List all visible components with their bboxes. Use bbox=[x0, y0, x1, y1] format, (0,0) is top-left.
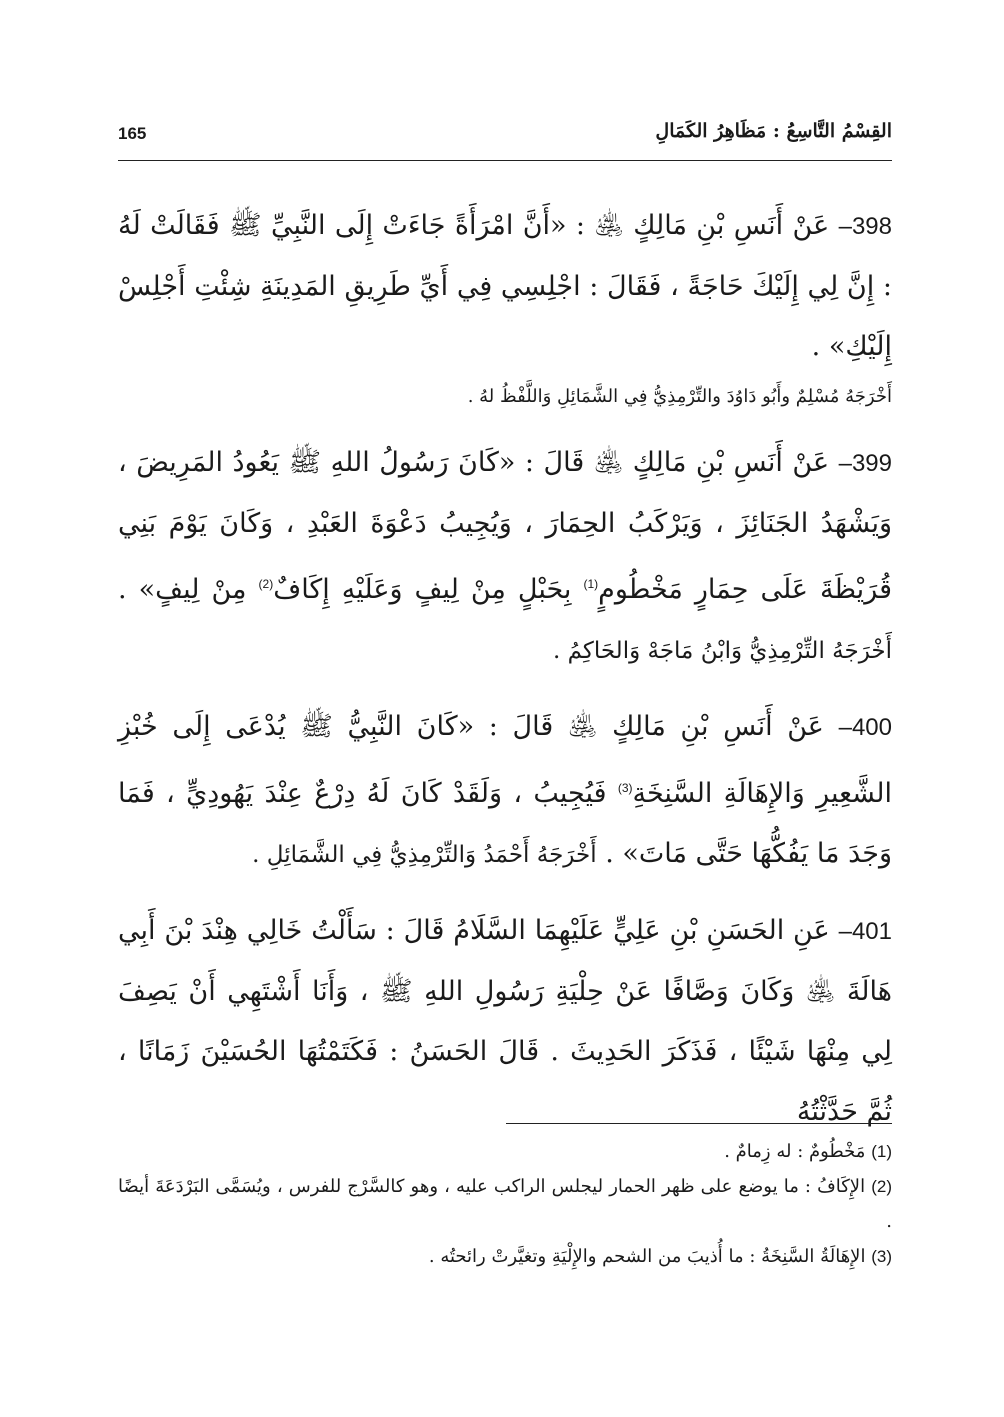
hadith-body: عَنْ أَنَسِ بْنِ مَالِكٍ ﵁ : «أَنَّ امْرَأَةً جَاءَتْ إِلَى النَّبِيِّ ﷺ فَقَالَتْ لَهُ : إِنَّ لِي إِلَيْكَ حَاجَةً ، فَقَالَ : اجْلِسِي فِي أَيِّ طَرِيقِ المَدِينَةِ شِئْتِ أَجْلِسْ إِلَيْكِ» . bbox=[118, 210, 892, 362]
hadith-text bbox=[118, 196, 892, 377]
hadith-body: فَيُجِيبُ ، وَلَقَدْ كَانَ لَهُ دِرْعٌ عِنْدَ يَهُودِيٍّ ، فَمَا وَجَدَ مَا يَفُكُّهَا حَتَّى مَاتَ» . bbox=[118, 778, 892, 869]
hadith-source: أَخْرَجَهُ أَحْمَدُ وَالتِّرْمِذِيُّ فِي الشَّمَائِلِ . bbox=[252, 842, 597, 868]
footnotes bbox=[118, 1134, 892, 1274]
hadith-body: عَنْ أَنَسِ بْنِ مَالِكٍ ﵁ قَالَ : «كَانَ رَسُولُ اللهِ ﷺ يَعُودُ المَرِيضَ ، وَيَشْهَدُ الجَنَائِزَ ، وَيَرْكَبُ الحِمَارَ ، وَيُجِيبُ دَعْوَةَ العَبْدِ ، وَكَانَ يَوْمَ بَنِي قُرَيْظَةَ عَلَى حِمَارٍ مَخْطُومٍ bbox=[118, 447, 892, 605]
page-body bbox=[118, 196, 892, 1158]
hadith-400 bbox=[118, 697, 892, 885]
hadith-body: عَنْ أَنَسِ بْنِ مَالِكٍ ﵁ قَالَ : «كَانَ النَّبِيُّ ﷺ يُدْعَى إِلَى خُبْزِ الشَّعِيرِ وَالإِهَالَةِ السَّنِخَةِ bbox=[118, 711, 892, 809]
hadith-number: 401– bbox=[838, 918, 892, 945]
footnote-ref[interactable]: (2) bbox=[258, 577, 274, 591]
hadith-398 bbox=[118, 196, 892, 417]
footnote-item bbox=[118, 1134, 892, 1169]
footnote-number: (1) bbox=[871, 1142, 892, 1161]
hadith-text bbox=[118, 901, 892, 1142]
hadith-number: 399– bbox=[838, 450, 892, 477]
hadith-source: أَخْرَجَهُ التِّرْمِذِيُّ وَابْنُ مَاجَهْ وَالحَاكِمُ . bbox=[552, 638, 892, 664]
footnote-ref[interactable]: (3) bbox=[617, 781, 633, 795]
page-number: 165 bbox=[118, 124, 147, 143]
hadith-number: 398– bbox=[838, 213, 892, 240]
hadith-399 bbox=[118, 433, 892, 681]
hadith-source: أَخْرَجَهُ مُسْلِمٌ وأَبُو دَاوُدَ والتِّرْمِذِيُّ فِي الشَّمَائِلِ وَاللَّفْظُ لهُ . bbox=[467, 386, 892, 407]
hadith-text bbox=[118, 433, 892, 681]
footnote-item bbox=[118, 1239, 892, 1274]
footnote-number: (2) bbox=[871, 1177, 892, 1196]
running-title: القِسْمُ التَّاسِعُ : مَظَاهِرُ الكَمَالِ bbox=[655, 120, 892, 142]
footnote-text: مَخْطُومٌ : له زِمامٌ . bbox=[724, 1141, 866, 1162]
hadith-401 bbox=[118, 901, 892, 1142]
footnote-text: الإِهَالَةُ السَّنِخَةُ : ما أُذيبَ من الشحم والإِلْيَةِ وتغيَّرتْ رائحتُه . bbox=[428, 1246, 866, 1267]
footnote-number: (3) bbox=[871, 1247, 892, 1266]
footnote-divider bbox=[506, 1123, 892, 1124]
hadith-body: عَنِ الحَسَنِ بْنِ عَلِيٍّ عَلَيْهِمَا السَّلَامُ قَالَ : سَأَلْتُ خَالِي هِنْدَ بْنَ أَبِي هَالَةَ ﵁ وَكَانَ وَصَّافًا عَنْ حِلْيَةِ رَسُولِ اللهِ ﷺ ، وَأَنَا أَشْتَهِي أَنْ يَصِفَ لِي مِنْهَا شَيْئًا ، فَذَكَرَ الحَدِيثَ . قَالَ الحَسَنُ : فَكَتَمْتُهَا الحُسَيْنَ زَمَانًا ، ثُمَّ حَدَّثْتُهُ bbox=[118, 915, 892, 1127]
footnote-item bbox=[118, 1169, 892, 1239]
hadith-number: 400– bbox=[838, 714, 892, 741]
page-header bbox=[118, 120, 892, 161]
footnote-text: الإِكَافُ : ما يوضع على ظهر الحمار ليجلس الراكب عليه ، وهو كالسَّرْج للفرس ، ويُسَمَّى البَرْدَعَةَ أيضًا . bbox=[118, 1176, 892, 1232]
hadith-body: بِحَبْلٍ مِنْ لِيفٍ وَعَلَيْهِ إِكَافٌ bbox=[273, 574, 572, 605]
footnote-ref[interactable]: (1) bbox=[583, 577, 599, 591]
hadith-body: مِنْ لِيفٍ» . bbox=[118, 574, 247, 605]
hadith-text bbox=[118, 697, 892, 885]
